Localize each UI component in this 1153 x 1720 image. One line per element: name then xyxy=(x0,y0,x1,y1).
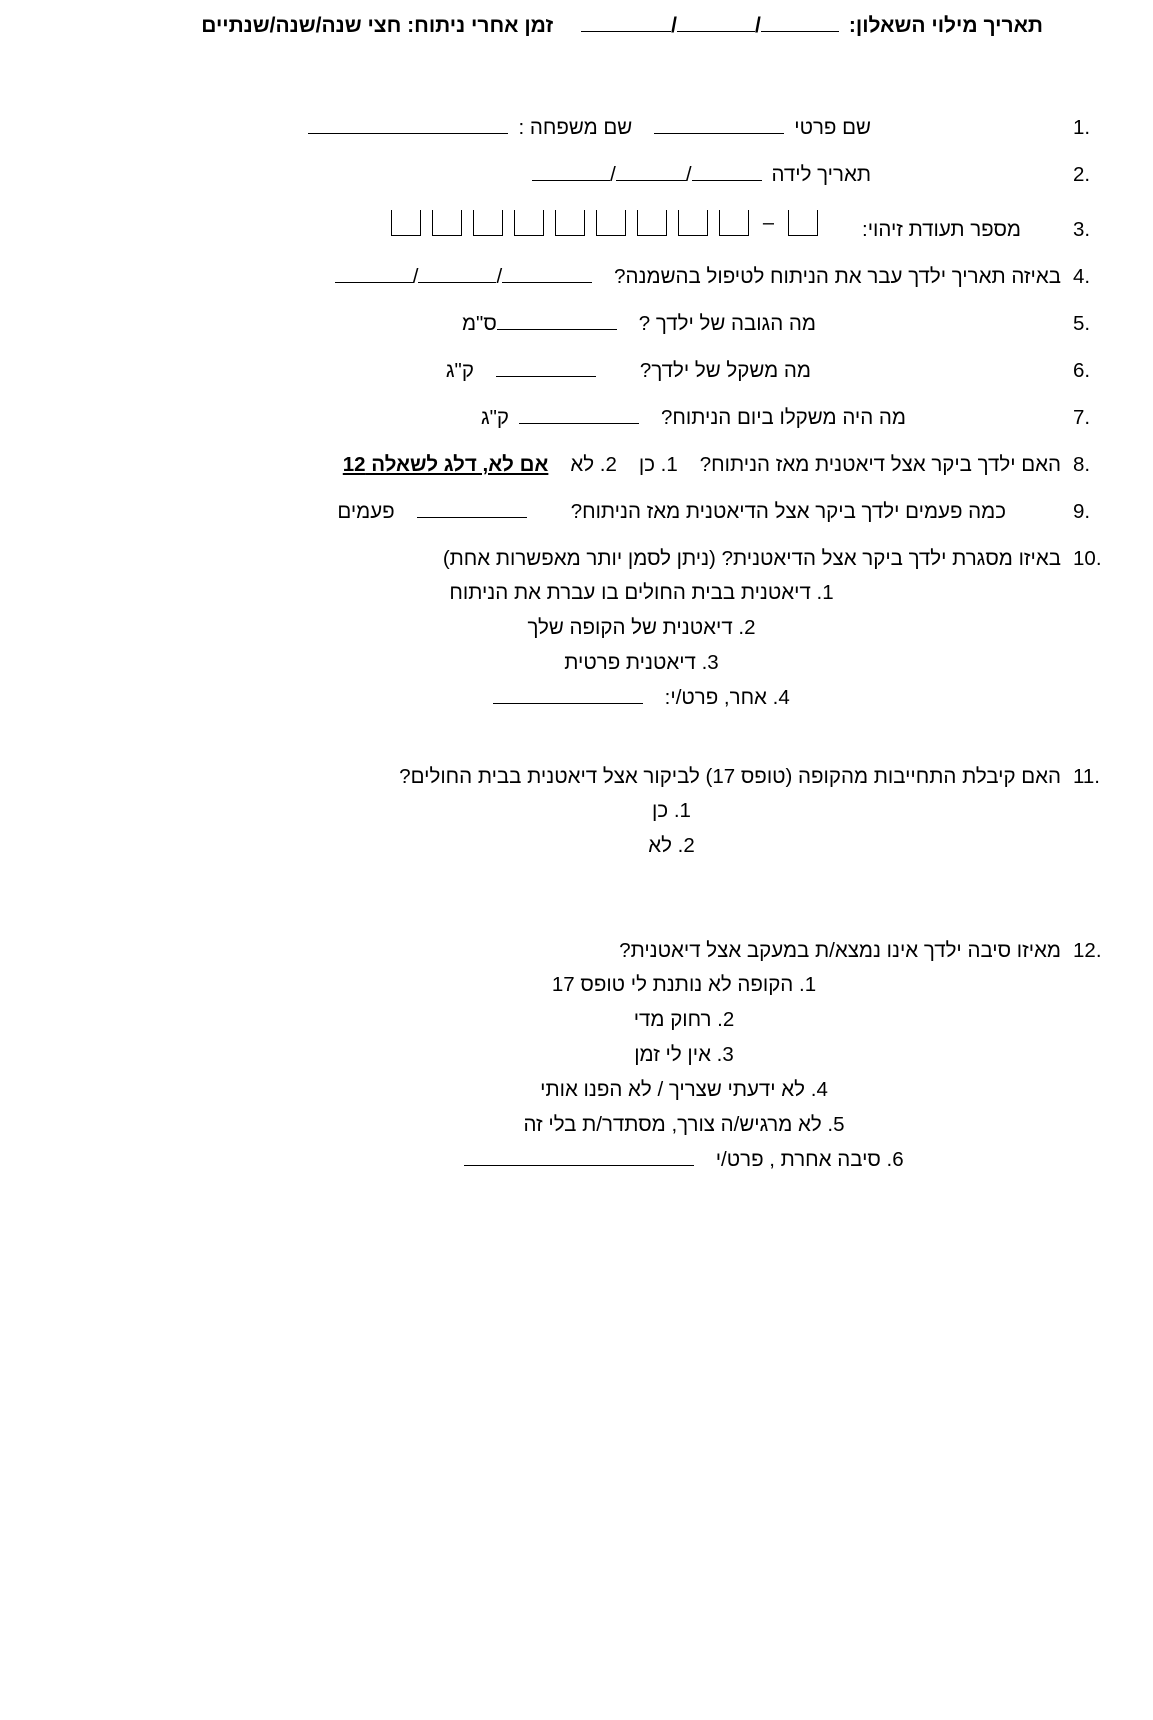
question-number: .7 xyxy=(1073,406,1091,429)
date-separator-2: / xyxy=(671,14,678,37)
id-digit-box[interactable] xyxy=(788,210,818,236)
section-gap xyxy=(40,721,1113,765)
id-digit-box[interactable] xyxy=(473,210,503,236)
question-12 xyxy=(40,939,1113,963)
q11-label: האם קיבלת התחייבות מהקופה (טופס 17) לביקור אצל דיאטנית בבית החולים? xyxy=(399,765,1061,788)
q5-height-input[interactable] xyxy=(497,329,617,330)
question-9 xyxy=(40,500,1113,524)
question-number: .3 xyxy=(1073,218,1091,241)
q1-last-name-label: שם משפחה : xyxy=(518,116,633,139)
question-number: .5 xyxy=(1073,312,1091,335)
questions-list xyxy=(40,116,1113,1172)
q10-option-2[interactable]: 2. דיאטנית של הקופה שלך xyxy=(527,616,756,639)
date-separator-2: / xyxy=(610,163,616,186)
question-6 xyxy=(40,359,1113,383)
q10-option-3[interactable]: 3. דיאטנית פרטית xyxy=(564,651,719,674)
date-separator-1: / xyxy=(755,14,761,37)
q3-label: מספר תעודת זיהוי: xyxy=(862,218,1021,241)
fill-date-day[interactable] xyxy=(761,31,839,32)
q10-option-4-input[interactable] xyxy=(493,703,643,704)
q1-first-name-label: שם פרטי xyxy=(794,116,871,139)
q1-last-name-input[interactable] xyxy=(308,133,508,134)
q9-times-input[interactable] xyxy=(417,517,527,518)
q7-unit: ק"ג xyxy=(480,406,510,429)
q2-label: תאריך לידה xyxy=(771,163,871,186)
q4-surgery-year[interactable] xyxy=(335,282,413,283)
q12-option-6-row[interactable] xyxy=(255,1148,1113,1172)
q8-skip-note: אם לא, דלג לשאלה 12 xyxy=(342,453,549,476)
q10-option-1[interactable]: 1. דיאטנית בבית החולים בו עברת את הניתוח xyxy=(449,581,834,604)
question-11 xyxy=(40,765,1113,789)
q12-option-2[interactable]: 2. רחוק מדי xyxy=(633,1008,735,1031)
question-number: .8 xyxy=(1073,453,1091,476)
q11-option-2[interactable]: 2. לא xyxy=(648,834,695,857)
form-header xyxy=(40,14,1113,38)
question-number: .12 xyxy=(1073,939,1102,962)
q2-birth-day[interactable] xyxy=(692,180,762,181)
q12-options xyxy=(40,973,1113,1172)
q6-label: מה משקל של ילדך? xyxy=(639,359,811,382)
question-8 xyxy=(40,453,1113,477)
q11-options xyxy=(40,799,1113,858)
section-gap xyxy=(40,913,1113,939)
id-digit-box[interactable] xyxy=(555,210,585,236)
date-separator-2: / xyxy=(412,265,419,288)
id-digit-box[interactable] xyxy=(596,210,626,236)
q9-unit: פעמים xyxy=(337,500,395,523)
time-after-surgery-label: זמן אחרי ניתוח: חצי שנה/שנה/שנתיים xyxy=(201,14,554,37)
header-title: תאריך מילוי השאלון: xyxy=(848,14,1043,37)
id-digit-box[interactable] xyxy=(514,210,544,236)
question-3 xyxy=(40,210,1113,242)
q1-first-name-input[interactable] xyxy=(654,133,784,134)
q10-options xyxy=(40,581,1113,710)
q10-option-4-row[interactable] xyxy=(170,686,1113,710)
question-4 xyxy=(40,265,1113,289)
q6-unit: ק"ג xyxy=(445,359,474,382)
question-number: .10 xyxy=(1073,547,1102,570)
q7-label: מה היה משקלו ביום הניתוח? xyxy=(661,406,906,429)
question-5 xyxy=(40,312,1113,336)
q3-id-boxes[interactable] xyxy=(391,210,818,236)
q5-label: מה הגובה של ילדך ? xyxy=(638,312,816,335)
q8-label: האם ילדך ביקר אצל דיאטנית מאז הניתוח? xyxy=(699,453,1061,476)
question-number: .2 xyxy=(1073,163,1091,186)
q12-option-1[interactable]: 1. הקופה לא נותנת לי טופס 17 xyxy=(551,973,817,996)
fill-date-month[interactable] xyxy=(677,31,755,32)
section-gap xyxy=(40,869,1113,913)
id-digit-box[interactable] xyxy=(432,210,462,236)
id-digit-box[interactable] xyxy=(678,210,708,236)
fill-date-year[interactable] xyxy=(581,31,671,32)
q12-option-6-label: 6. סיבה אחרת , פרט/י xyxy=(715,1148,904,1171)
date-separator-1: / xyxy=(496,265,503,288)
date-separator-1: / xyxy=(685,163,692,186)
q4-surgery-day[interactable] xyxy=(502,282,592,283)
q10-option-4-label: 4. אחר, פרט/י: xyxy=(664,686,790,709)
question-number: .11 xyxy=(1073,765,1100,788)
q12-option-5[interactable]: 5. לא מרגיש/ה צורך, מסתדר/ת בלי זה xyxy=(523,1113,845,1136)
q12-option-6-input[interactable] xyxy=(464,1165,694,1166)
question-1 xyxy=(40,116,1113,140)
q2-birth-month[interactable] xyxy=(616,180,686,181)
question-number: .9 xyxy=(1073,500,1091,523)
q12-label: מאיזו סיבה ילדך אינו נמצא/ת במעקב אצל דיאטנית? xyxy=(619,939,1061,962)
id-digit-box[interactable] xyxy=(637,210,667,236)
id-dash: – xyxy=(762,212,775,234)
question-10 xyxy=(40,547,1113,571)
q12-option-4[interactable]: 4. לא ידעתי שצריך / לא הפנו אותי xyxy=(540,1078,828,1101)
question-number: .6 xyxy=(1073,359,1091,382)
question-2 xyxy=(40,163,1113,187)
id-digit-box[interactable] xyxy=(719,210,749,236)
q8-option-no[interactable]: 2. לא xyxy=(570,453,617,476)
q7-weight-surgery-input[interactable] xyxy=(519,423,639,424)
q4-label: באיזה תאריך ילדך עבר את הניתוח לטיפול בהשמנה? xyxy=(614,265,1061,288)
q2-birth-year[interactable] xyxy=(532,180,610,181)
q10-label: באיזו מסגרת ילדך ביקר אצל הדיאטנית? (ניתן לסמן יותר מאפשרות אחת) xyxy=(442,547,1061,570)
q11-option-1[interactable]: 1. כן xyxy=(652,799,691,822)
id-digit-box[interactable] xyxy=(391,210,421,236)
q6-weight-input[interactable] xyxy=(496,376,596,377)
question-7 xyxy=(40,406,1113,430)
question-number: .4 xyxy=(1073,265,1091,288)
q5-unit: ס"מ xyxy=(461,312,497,335)
question-number: .1 xyxy=(1073,116,1091,139)
q8-option-yes[interactable]: 1. כן xyxy=(638,453,678,476)
q12-option-3[interactable]: 3. אין לי זמן xyxy=(634,1043,734,1066)
q4-surgery-month[interactable] xyxy=(418,282,496,283)
q9-label: כמה פעמים ילדך ביקר אצל הדיאטנית מאז הניתוח? xyxy=(570,500,1006,523)
